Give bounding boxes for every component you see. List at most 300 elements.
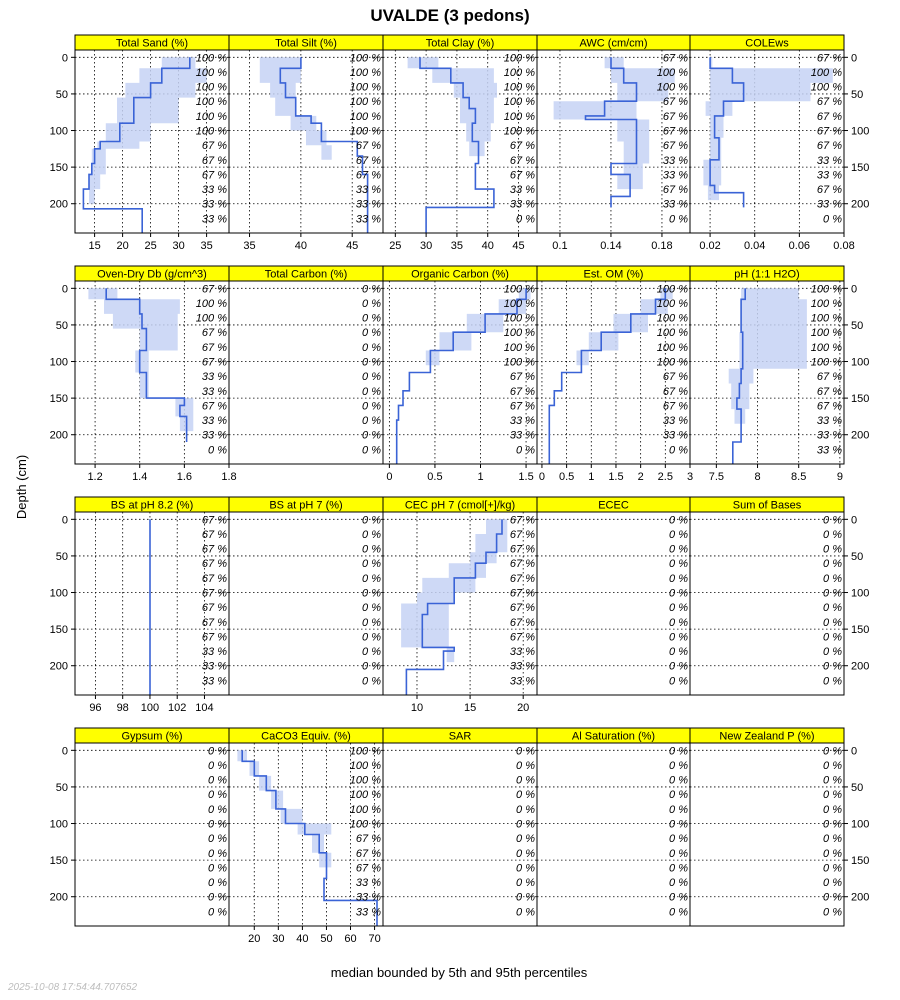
pct-label: 100 % <box>349 66 381 79</box>
pct-label: 0 % <box>362 341 381 354</box>
pct-label: 67 % <box>509 371 535 384</box>
pct-label: 33 % <box>201 198 227 211</box>
pct-label: 0 % <box>208 444 227 457</box>
pct-label: 0 % <box>516 444 535 457</box>
pct-label: 33 % <box>509 646 535 659</box>
pct-label: 0 % <box>516 906 535 919</box>
pct-label: 33 % <box>201 429 227 442</box>
pct-label: 0 % <box>362 297 381 310</box>
pct-label: 33 % <box>355 877 381 890</box>
pct-label: 0 % <box>823 745 842 758</box>
y-tick-label: 0 <box>851 283 858 296</box>
pct-label: 0 % <box>516 862 535 875</box>
pct-label: 100 % <box>503 81 535 94</box>
pct-label: 0 % <box>823 818 842 831</box>
pct-label: 67 % <box>662 400 688 413</box>
pct-label: 33 % <box>201 184 227 197</box>
pct-label: 100 % <box>656 283 688 296</box>
panel-title: New Zealand P (%) <box>719 730 815 743</box>
pct-label: 0 % <box>208 774 227 787</box>
percentile-band <box>89 57 207 203</box>
pct-label: 67 % <box>662 371 688 384</box>
pct-label: 33 % <box>509 198 535 211</box>
panel <box>383 728 537 926</box>
pct-label: 67 % <box>816 125 842 138</box>
x-tick-label: 70 <box>368 933 381 945</box>
pct-label: 100 % <box>810 66 842 79</box>
panel-title: Total Clay (%) <box>425 37 495 50</box>
x-tick-label: 60 <box>344 933 357 945</box>
pct-label: 100 % <box>349 96 381 109</box>
y-tick-label: 50 <box>55 88 68 101</box>
pct-label: 33 % <box>816 444 842 457</box>
pct-label: 100 % <box>349 52 381 65</box>
pct-label: 33 % <box>816 429 842 442</box>
pct-label: 67 % <box>201 572 227 585</box>
pct-label: 67 % <box>201 356 227 369</box>
pct-label: 100 % <box>810 81 842 94</box>
panel-frame <box>75 743 229 926</box>
pct-label: 0 % <box>823 833 842 846</box>
pct-label: 0 % <box>362 444 381 457</box>
x-tick-label: 0.08 <box>833 240 855 252</box>
panel <box>50 266 237 483</box>
pct-label: 100 % <box>195 110 227 123</box>
pct-label: 100 % <box>503 341 535 354</box>
pct-label: 0 % <box>823 891 842 904</box>
panel-frame <box>690 743 844 926</box>
x-tick-label: 0.1 <box>552 240 568 252</box>
x-tick-label: 1 <box>588 471 595 483</box>
y-tick-label: 200 <box>49 429 68 442</box>
panel-frame <box>537 512 690 695</box>
pct-label: 100 % <box>656 327 688 340</box>
pct-label: 100 % <box>349 81 381 94</box>
pct-label: 0 % <box>362 327 381 340</box>
panel-title: SAR <box>448 730 472 743</box>
pct-label: 100 % <box>349 789 381 802</box>
pct-label: 33 % <box>355 184 381 197</box>
y-tick-label: 100 <box>49 818 68 831</box>
x-tick-label: 0 <box>386 471 393 483</box>
pct-label: 33 % <box>509 660 535 673</box>
panel <box>383 266 537 483</box>
pct-label: 100 % <box>656 81 688 94</box>
pct-label: 67 % <box>509 572 535 585</box>
pct-label: 0 % <box>669 789 688 802</box>
pct-label: 0 % <box>669 558 688 571</box>
x-axis-caption: median bounded by 5th and 95th percentiles <box>330 965 588 980</box>
pct-label: 67 % <box>201 400 227 413</box>
pct-label: 67 % <box>509 587 535 600</box>
y-tick-label: 200 <box>851 891 870 904</box>
pct-label: 67 % <box>816 184 842 197</box>
y-tick-label: 0 <box>61 52 68 65</box>
pct-label: 0 % <box>823 906 842 919</box>
pct-label: 100 % <box>810 312 842 325</box>
panel <box>50 497 229 714</box>
pct-label: 0 % <box>516 833 535 846</box>
pct-label: 100 % <box>195 81 227 94</box>
panel-title: CaCO3 Equiv. (%) <box>261 730 351 743</box>
pct-label: 67 % <box>662 184 688 197</box>
pct-label: 67 % <box>509 154 535 167</box>
pct-label: 0 % <box>362 415 381 428</box>
pct-label: 0 % <box>516 818 535 831</box>
pct-label: 0 % <box>823 631 842 644</box>
pct-label: 33 % <box>355 213 381 226</box>
x-tick-label: 104 <box>195 702 214 714</box>
pct-label: 100 % <box>810 356 842 369</box>
pct-label: 0 % <box>362 400 381 413</box>
x-tick-label: 45 <box>346 240 359 252</box>
pct-label: 0 % <box>823 213 842 226</box>
pct-label: 0 % <box>669 675 688 688</box>
x-tick-label: 30 <box>172 240 185 252</box>
pct-label: 33 % <box>662 415 688 428</box>
x-tick-label: 40 <box>296 933 309 945</box>
pct-label: 0 % <box>516 803 535 816</box>
pct-label: 100 % <box>503 312 535 325</box>
x-tick-label: 50 <box>320 933 333 945</box>
panel <box>229 497 383 695</box>
pct-label: 67 % <box>201 631 227 644</box>
pct-label: 0 % <box>823 543 842 556</box>
pct-label: 0 % <box>669 745 688 758</box>
pct-label: 67 % <box>201 602 227 615</box>
panel <box>537 497 690 695</box>
pct-label: 0 % <box>823 877 842 890</box>
panel-title: pH (1:1 H2O) <box>734 268 800 281</box>
pct-label: 0 % <box>669 514 688 527</box>
panel-title: ECEC <box>598 499 629 512</box>
x-tick-label: 40 <box>481 240 494 252</box>
pct-label: 0 % <box>362 543 381 556</box>
pct-label: 100 % <box>503 96 535 109</box>
pct-label: 0 % <box>669 631 688 644</box>
pct-label: 0 % <box>823 803 842 816</box>
pct-label: 33 % <box>662 198 688 211</box>
x-tick-label: 0.5 <box>427 471 443 483</box>
pct-label: 100 % <box>195 66 227 79</box>
panel-grid <box>50 35 870 945</box>
pct-label: 67 % <box>355 862 381 875</box>
panel <box>690 728 869 926</box>
x-tick-label: 1.5 <box>608 471 624 483</box>
percentile-band <box>88 288 193 431</box>
x-tick-label: 1.4 <box>132 471 148 483</box>
y-tick-label: 50 <box>55 550 68 563</box>
panel <box>690 266 869 483</box>
x-tick-label: 40 <box>294 240 307 252</box>
pct-label: 100 % <box>503 110 535 123</box>
pct-label: 0 % <box>823 572 842 585</box>
panel <box>537 728 690 926</box>
pct-label: 0 % <box>823 759 842 772</box>
pct-label: 0 % <box>823 774 842 787</box>
panel-frame <box>537 743 690 926</box>
pct-label: 0 % <box>208 877 227 890</box>
panel-title: Al Saturation (%) <box>571 730 656 743</box>
pct-label: 100 % <box>349 818 381 831</box>
pct-label: 100 % <box>503 297 535 310</box>
panel-title: BS at pH 7 (%) <box>269 499 343 512</box>
pct-label: 0 % <box>362 528 381 541</box>
pct-label: 33 % <box>201 675 227 688</box>
y-axis-label: Depth (cm) <box>14 454 29 520</box>
pct-label: 33 % <box>816 415 842 428</box>
pct-label: 0 % <box>208 818 227 831</box>
panel-title: BS at pH 8.2 (%) <box>110 499 194 512</box>
pct-label: 0 % <box>669 877 688 890</box>
x-tick-label: 2 <box>637 471 644 483</box>
pct-label: 0 % <box>208 803 227 816</box>
pct-label: 67 % <box>509 400 535 413</box>
pct-label: 0 % <box>669 646 688 659</box>
pct-label: 100 % <box>349 110 381 123</box>
pct-label: 0 % <box>362 616 381 629</box>
pct-label: 100 % <box>503 66 535 79</box>
pct-label: 0 % <box>208 759 227 772</box>
pct-label: 67 % <box>201 558 227 571</box>
pct-label: 67 % <box>662 110 688 123</box>
pct-label: 67 % <box>662 140 688 153</box>
pct-label: 67 % <box>201 327 227 340</box>
pct-label: 0 % <box>669 660 688 673</box>
y-tick-label: 50 <box>55 781 68 794</box>
pct-label: 100 % <box>195 125 227 138</box>
pct-label: 0 % <box>669 818 688 831</box>
pct-label: 67 % <box>201 169 227 182</box>
x-tick-label: 1.6 <box>176 471 193 483</box>
pct-label: 67 % <box>201 587 227 600</box>
pct-label: 0 % <box>208 789 227 802</box>
pct-label: 100 % <box>810 297 842 310</box>
y-tick-label: 0 <box>61 514 68 527</box>
pct-label: 0 % <box>669 803 688 816</box>
pct-label: 0 % <box>362 572 381 585</box>
pct-label: 33 % <box>509 429 535 442</box>
y-tick-label: 150 <box>49 855 68 868</box>
pct-label: 67 % <box>662 52 688 65</box>
pct-label: 67 % <box>662 385 688 398</box>
panel-title: Sum of Bases <box>732 499 802 512</box>
pct-label: 0 % <box>516 847 535 860</box>
x-tick-label: 35 <box>450 240 464 252</box>
x-tick-label: 3 <box>686 471 694 483</box>
x-tick-label: 1.8 <box>221 471 237 483</box>
pct-label: 33 % <box>509 415 535 428</box>
pct-label: 0 % <box>362 283 381 296</box>
pct-label: 0 % <box>669 847 688 860</box>
pct-label: 67 % <box>355 169 381 182</box>
x-tick-label: 1 <box>477 471 484 483</box>
pct-label: 67 % <box>509 169 535 182</box>
x-tick-label: 15 <box>88 240 101 252</box>
y-tick-label: 150 <box>851 393 870 406</box>
pct-label: 33 % <box>662 429 688 442</box>
pct-label: 67 % <box>355 847 381 860</box>
x-tick-label: 35 <box>243 240 256 252</box>
panel-title: Gypsum (%) <box>121 730 183 743</box>
y-tick-label: 200 <box>851 429 870 442</box>
x-tick-label: 98 <box>116 702 129 714</box>
pct-label: 100 % <box>195 96 227 109</box>
panel <box>50 35 229 252</box>
x-tick-label: 8 <box>754 471 761 483</box>
x-tick-label: 1.2 <box>87 471 103 483</box>
y-tick-label: 150 <box>49 393 68 406</box>
pct-label: 100 % <box>503 356 535 369</box>
panel-title: CEC pH 7 (cmol[+]/kg) <box>404 499 516 512</box>
y-tick-label: 0 <box>61 745 68 758</box>
y-tick-label: 150 <box>851 855 870 868</box>
pct-label: 0 % <box>669 587 688 600</box>
x-tick-label: 0.04 <box>744 240 766 252</box>
pct-label: 100 % <box>195 297 227 310</box>
panel <box>383 35 537 252</box>
pct-label: 67 % <box>509 528 535 541</box>
pct-label: 0 % <box>362 371 381 384</box>
pct-label: 33 % <box>201 415 227 428</box>
pct-label: 67 % <box>816 371 842 384</box>
x-tick-label: 20 <box>248 933 261 945</box>
pct-label: 0 % <box>516 891 535 904</box>
pct-label: 67 % <box>509 543 535 556</box>
x-tick-label: 8.5 <box>791 471 807 483</box>
x-tick-label: 20 <box>517 702 530 714</box>
y-tick-label: 100 <box>851 125 870 138</box>
pct-label: 0 % <box>669 759 688 772</box>
pct-label: 0 % <box>208 862 227 875</box>
pct-label: 0 % <box>362 514 381 527</box>
pct-label: 67 % <box>201 616 227 629</box>
pct-label: 0 % <box>362 675 381 688</box>
y-tick-label: 50 <box>851 319 864 332</box>
panel-title: Total Silt (%) <box>275 37 337 50</box>
pct-label: 100 % <box>656 312 688 325</box>
x-tick-label: 9 <box>836 471 843 483</box>
pct-label: 0 % <box>669 543 688 556</box>
pct-label: 0 % <box>823 616 842 629</box>
x-tick-label: 0.14 <box>600 240 622 252</box>
pct-label: 0 % <box>823 587 842 600</box>
pct-label: 33 % <box>816 154 842 167</box>
pct-label: 67 % <box>816 385 842 398</box>
x-tick-label: 10 <box>410 702 424 714</box>
pct-label: 33 % <box>201 660 227 673</box>
pct-label: 67 % <box>509 140 535 153</box>
pct-label: 100 % <box>349 759 381 772</box>
pct-label: 67 % <box>816 52 842 65</box>
pct-label: 0 % <box>362 646 381 659</box>
y-tick-label: 50 <box>55 319 68 332</box>
pct-label: 100 % <box>195 52 227 65</box>
panel-frame <box>690 512 844 695</box>
pct-label: 33 % <box>816 198 842 211</box>
pct-label: 0 % <box>208 833 227 846</box>
pct-label: 0 % <box>362 356 381 369</box>
x-tick-label: 1.5 <box>518 471 534 483</box>
x-tick-label: 35 <box>200 240 213 252</box>
x-tick-label: 2.5 <box>657 471 673 483</box>
pct-label: 33 % <box>201 646 227 659</box>
pct-label: 0 % <box>669 774 688 787</box>
pct-label: 33 % <box>355 198 381 211</box>
x-tick-label: 100 <box>140 702 160 714</box>
pct-label: 67 % <box>816 400 842 413</box>
pct-label: 100 % <box>349 125 381 138</box>
pct-label: 0 % <box>362 587 381 600</box>
y-tick-label: 200 <box>49 660 68 673</box>
y-tick-label: 50 <box>851 550 864 563</box>
pct-label: 100 % <box>503 125 535 138</box>
y-tick-label: 0 <box>61 283 68 296</box>
x-tick-label: 0.06 <box>788 240 811 252</box>
pct-label: 67 % <box>201 154 227 167</box>
panel <box>229 728 383 945</box>
y-tick-label: 100 <box>49 356 68 369</box>
x-tick-label: 30 <box>419 240 433 252</box>
pct-label: 100 % <box>810 341 842 354</box>
x-tick-label: 15 <box>463 702 477 714</box>
panel-frame <box>229 512 383 695</box>
x-tick-label: 0.18 <box>651 240 673 252</box>
pct-label: 100 % <box>810 327 842 340</box>
pct-label: 0 % <box>823 789 842 802</box>
pct-label: 100 % <box>349 745 381 758</box>
pct-label: 0 % <box>823 602 842 615</box>
panel-title: Oven-Dry Db (g/cm^3) <box>97 268 207 281</box>
y-tick-label: 150 <box>49 624 68 637</box>
x-tick-label: 0.5 <box>558 471 575 483</box>
pct-label: 33 % <box>355 906 381 919</box>
pct-label: 0 % <box>823 660 842 673</box>
pct-label: 100 % <box>656 297 688 310</box>
pct-label: 0 % <box>362 312 381 325</box>
y-tick-label: 150 <box>851 162 870 175</box>
pct-label: 0 % <box>669 572 688 585</box>
pct-label: 67 % <box>662 125 688 138</box>
pct-label: 0 % <box>823 558 842 571</box>
y-tick-label: 0 <box>851 514 858 527</box>
pct-label: 33 % <box>201 213 227 226</box>
pct-label: 0 % <box>669 444 688 457</box>
x-tick-label: 45 <box>512 240 525 252</box>
panel-title: AWC (cm/cm) <box>579 37 648 50</box>
pct-label: 67 % <box>201 543 227 556</box>
pct-label: 0 % <box>823 675 842 688</box>
y-tick-label: 200 <box>49 891 68 904</box>
pct-label: 67 % <box>201 283 227 296</box>
pct-label: 100 % <box>656 66 688 79</box>
y-tick-label: 100 <box>49 587 68 600</box>
y-tick-label: 100 <box>49 125 68 138</box>
pct-label: 67 % <box>816 140 842 153</box>
y-tick-label: 200 <box>851 198 870 211</box>
pct-label: 33 % <box>509 675 535 688</box>
y-tick-label: 150 <box>851 624 870 637</box>
pct-label: 0 % <box>362 385 381 398</box>
x-tick-label: 0 <box>538 471 545 483</box>
pct-label: 0 % <box>823 862 842 875</box>
pct-label: 0 % <box>208 847 227 860</box>
y-tick-label: 50 <box>851 781 864 794</box>
pct-label: 67 % <box>509 514 535 527</box>
pct-label: 33 % <box>662 154 688 167</box>
pct-label: 33 % <box>355 891 381 904</box>
pct-label: 67 % <box>816 96 842 109</box>
